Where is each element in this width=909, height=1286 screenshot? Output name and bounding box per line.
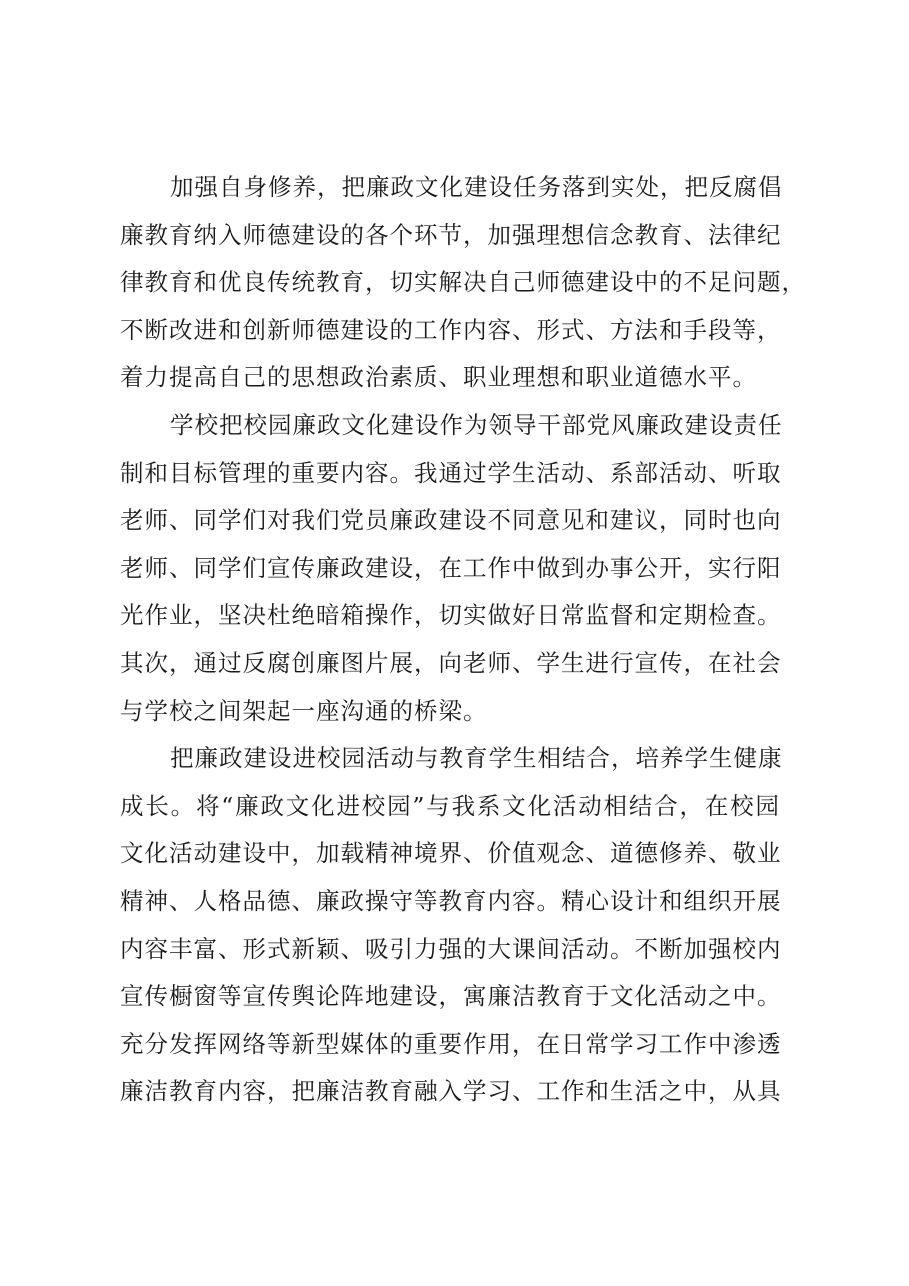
paragraph-line: 廉洁教育内容，把廉洁教育融入学习、工作和生活之中，从具: [120, 1077, 782, 1106]
paragraph-line: 学校把校园廉政文化建设作为领导干部党风廉政建设责任: [170, 410, 783, 439]
paragraph-line: 光作业，坚决杜绝暗箱操作，切实做好日常监督和定期检查。: [120, 601, 782, 630]
paragraph-line: 不断改进和创新师德建设的工作内容、形式、方法和手段等，: [120, 315, 782, 344]
paragraph-line: 制和目标管理的重要内容。我通过学生活动、系部活动、听取: [120, 458, 782, 487]
paragraph-line: 老师、同学们宣传廉政建设，在工作中做到办事公开，实行阳: [120, 553, 782, 582]
paragraph-line: 律教育和优良传统教育，切实解决自己师德建设中的不足问题，: [120, 268, 806, 297]
paragraph-line: 把廉政建设进校园活动与教育学生相结合，培养学生健康: [170, 744, 783, 773]
paragraph-line: 内容丰富、形式新颖、吸引力强的大课间活动。不断加强校内: [120, 934, 782, 963]
paragraph-line: 成长。将“廉政文化进校园”与我系文化活动相结合，在校园: [120, 791, 780, 820]
paragraph-line: 其次，通过反腐创廉图片展，向老师、学生进行宣传，在社会: [120, 648, 782, 677]
paragraph-line: 宣传橱窗等宣传舆论阵地建设，寓廉洁教育于文化活动之中。: [120, 982, 782, 1011]
paragraph-line: 加强自身修养，把廉政文化建设任务落到实处，把反腐倡: [170, 173, 783, 201]
paragraph-line: 充分发挥网络等新型媒体的重要作用，在日常学习工作中渗透: [120, 1029, 782, 1058]
paragraph-line: 老师、同学们对我们党员廉政建设不同意见和建议，同时也向: [120, 506, 782, 535]
paragraph-2: [120, 402, 783, 735]
document-body: [120, 164, 806, 1116]
paragraph-3: [120, 735, 783, 1116]
paragraph-line: 精神、人格品德、廉政操守等教育内容。精心设计和组织开展: [120, 886, 782, 915]
paragraph-line: 与学校之间架起一座沟通的桥梁。: [120, 696, 488, 725]
paragraph-1: [120, 164, 806, 402]
paragraph-line: 着力提高自己的思想政治素质、职业理想和职业道德水平。: [120, 363, 757, 392]
paragraph-line: 廉教育纳入师德建设的各个环节，加强理想信念教育、法律纪: [120, 220, 782, 249]
paragraph-line: 文化活动建设中，加载精神境界、价值观念、道德修养、敬业: [120, 839, 782, 868]
